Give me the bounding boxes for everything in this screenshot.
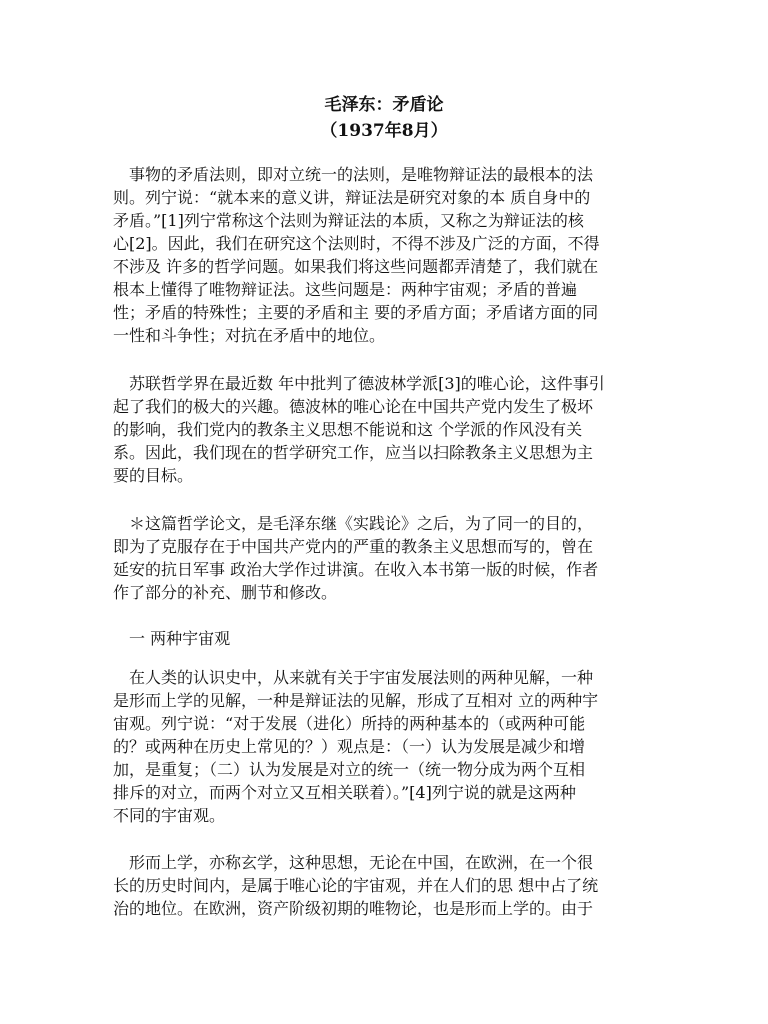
text-line: 长的历史时间内，是属于唯心论的宇宙观，并在人们的思 想中占了统 (113, 876, 599, 895)
text-line: 不涉及 许多的哲学问题。如果我们将这些问题都弄清楚了，我们就在 (113, 257, 599, 276)
text-line: 的？或两种在历史上常见的？）观点是：（一）认为发展是减少和增 (113, 737, 586, 756)
document-title: 毛泽东：矛盾论 (324, 95, 444, 115)
text-line: 排斥的对立，而两个对立又互相关联着）。”[4]列宁说的就是这两种 (113, 783, 576, 802)
text-line: 治的地位。在欧洲，资产阶级初期的唯物论，也是形而上学的。由于 (113, 899, 594, 918)
text-line: 心[2]。因此，我们在研究这个法则时，不得不涉及广泛的方面，不得 (113, 234, 600, 253)
text-line: 苏联哲学界在最近数 年中批判了德波林学派[3]的唯心论，这件事引 (113, 374, 605, 393)
text-line: 加，是重复；（二）认为发展是对立的统一（统一物分成为两个互相 (113, 760, 586, 779)
text-line: 延安的抗日军事 政治大学作过讲演。在收入本书第一版的时候，作者 (113, 560, 599, 579)
text-line: 系。因此，我们现在的哲学研究工作，应当以扫除教条主义思想为主 (113, 443, 594, 462)
text-line: 形而上学，亦称玄学，这种思想，无论在中国，在欧洲，在一个很 (113, 853, 594, 872)
text-line: 作了部分的补充、删节和修改。 (113, 583, 338, 602)
text-line: 事物的矛盾法则，即对立统一的法则，是唯物辩证法的最根本的法 (113, 165, 594, 184)
text-line: 则。列宁说：“就本来的意义讲，辩证法是研究对象的本 质自身中的 (113, 188, 591, 207)
section-title: 一 两种宇宙观 (113, 629, 231, 648)
text-line: 性；矛盾的特殊性；主要的矛盾和主 要的矛盾方面；矛盾诸方面的同 (113, 303, 599, 322)
text-line: 根本上懂得了唯物辩证法。这些问题是：两种宇宙观；矛盾的普遍 (113, 280, 578, 299)
text-line: 起了我们的极大的兴趣。德波林的唯心论在中国共产党内发生了极坏 (113, 397, 594, 416)
text-line: 的影响，我们党内的教条主义思想不能说和这 个学派的作风没有关 (113, 420, 583, 439)
text-line: 不同的宇宙观。 (113, 806, 226, 825)
text-line: 矛盾。”[1]列宁常称这个法则为辩证法的本质，又称之为辩证法的核 (113, 211, 584, 230)
document-date: （1937年8月） (320, 121, 448, 141)
text-line: 宙观。列宁说：“对于发展（进化）所持的两种基本的（或两种可能 (113, 714, 586, 733)
text-line: 一性和斗争性；对抗在矛盾中的地位。 (113, 326, 386, 345)
text-line: 在人类的认识史中，从来就有关于宇宙发展法则的两种见解，一种 (113, 668, 594, 687)
text-line: ＊这篇哲学论文，是毛泽东继《实践论》之后，为了同一的目的， (113, 514, 594, 533)
text-line: 要的目标。 (113, 466, 194, 485)
text-line: 即为了克服存在于中国共产党内的严重的教条主义思想而写的，曾在 (113, 537, 594, 556)
text-line: 是形而上学的见解，一种是辩证法的见解，形成了互相对 立的两种宇 (113, 691, 599, 710)
